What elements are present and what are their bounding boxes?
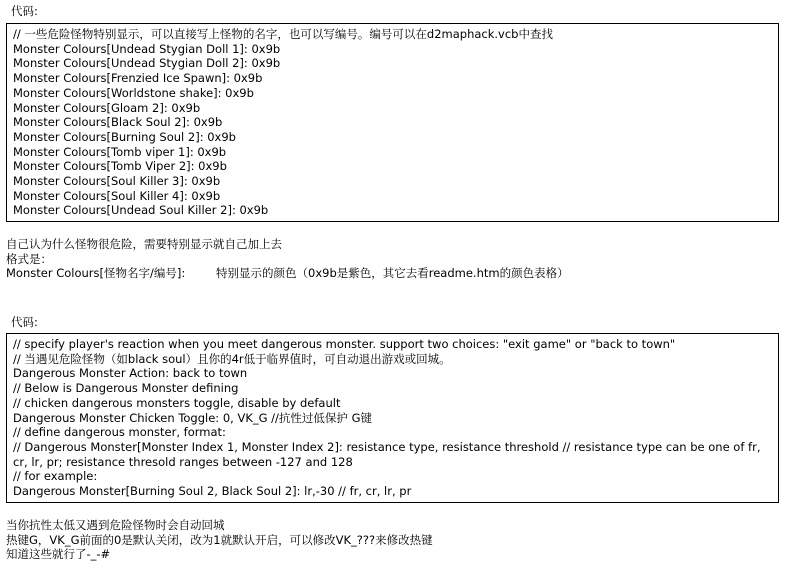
code-line: Monster Colours[Undead Stygian Doll 2]: 0x9b bbox=[13, 56, 281, 71]
note-text: 格式是： bbox=[6, 251, 52, 266]
code-line: // specify player's reaction when you meet dangerous monster. support two choices: "exit game" or "back to town" bbox=[13, 337, 676, 351]
code-line: // Below is Dangerous Monster defining bbox=[13, 381, 239, 396]
note-paragraph-2 bbox=[6, 518, 433, 562]
code-line: Monster Colours[Soul Killer 4]: 0x9b bbox=[13, 188, 221, 203]
note-paragraph-1 bbox=[6, 237, 569, 281]
code-line: Monster Colours[Burning Soul 2]: 0x9b bbox=[13, 129, 236, 144]
code-line: // 当遇见危险怪物（如black soul）且你的4r低于临界值时，可自动退出游戏或回城。 bbox=[13, 351, 451, 366]
code-line: // define dangerous monster, format: bbox=[13, 425, 226, 440]
code-line: Monster Colours[Undead Stygian Doll 1]: 0x9b bbox=[13, 41, 281, 56]
note-text: 当你抗性太低又遇到危险怪物时会自动回城 bbox=[6, 518, 225, 532]
code-line: Monster Colours[Tomb Viper 2]: 0x9b bbox=[13, 159, 227, 174]
code-line: Monster Colours[Gloam 2]: 0x9b bbox=[13, 100, 201, 115]
code-line: Monster Colours[Frenzied Ice Spawn]: 0x9b bbox=[13, 71, 263, 86]
code-line: Monster Colours[Tomb viper 1]: 0x9b bbox=[13, 144, 227, 159]
code-line: Dangerous Monster Chicken Toggle: 0, VK_G //抗性过低保护 G键 bbox=[13, 410, 372, 425]
code-line: // 一些危险怪物特别显示，可以直接写上怪物的名字，也可以写编号。编号可以在d2maphack.vcb中查找 bbox=[13, 27, 553, 41]
code-block-monster-colours[interactable] bbox=[6, 23, 779, 222]
code-line: Dangerous Monster[Burning Soul 2, Black Soul 2]: lr,-30 // fr, cr, lr, pr bbox=[13, 484, 412, 499]
code-line: // Dangerous Monster[Monster Index 1, Monster Index 2]: resistance type, resistance threshold // resistance type can be one of fr, cr, lr, pr; resistance thresold ranges between -127 and 128 bbox=[13, 439, 761, 469]
code-line: Monster Colours[Worldstone shake]: 0x9b bbox=[13, 85, 254, 100]
code-label-2: 代码: bbox=[11, 315, 38, 329]
format-line bbox=[6, 266, 569, 281]
code-line: Monster Colours[Black Soul 2]: 0x9b bbox=[13, 115, 223, 130]
note-text: 热键G，VK_G前面的0是默认关闭，改为1就默认开启，可以修改VK_???来修改热键 bbox=[6, 532, 433, 547]
format-key: Monster Colours[怪物名字/编号]: bbox=[6, 266, 186, 281]
code-label-1: 代码: bbox=[11, 4, 38, 18]
note-text: 知道这些就行了-_-# bbox=[6, 547, 111, 562]
code-line: Monster Colours[Soul Killer 3]: 0x9b bbox=[13, 174, 221, 189]
code-line: Monster Colours[Undead Soul Killer 2]: 0x9b bbox=[13, 203, 269, 218]
code-line: Dangerous Monster Action: back to town bbox=[13, 366, 248, 381]
format-description: 特别显示的颜色（0x9b是紫色，其它去看readme.htm的颜色表格） bbox=[216, 266, 569, 281]
code-line: // chicken dangerous monsters toggle, disable by default bbox=[13, 395, 341, 410]
code-line: // for example: bbox=[13, 469, 98, 484]
note-text: 自己认为什么怪物很危险，需要特别显示就自己加上去 bbox=[6, 237, 282, 251]
code-block-dangerous-monster[interactable] bbox=[6, 333, 779, 503]
